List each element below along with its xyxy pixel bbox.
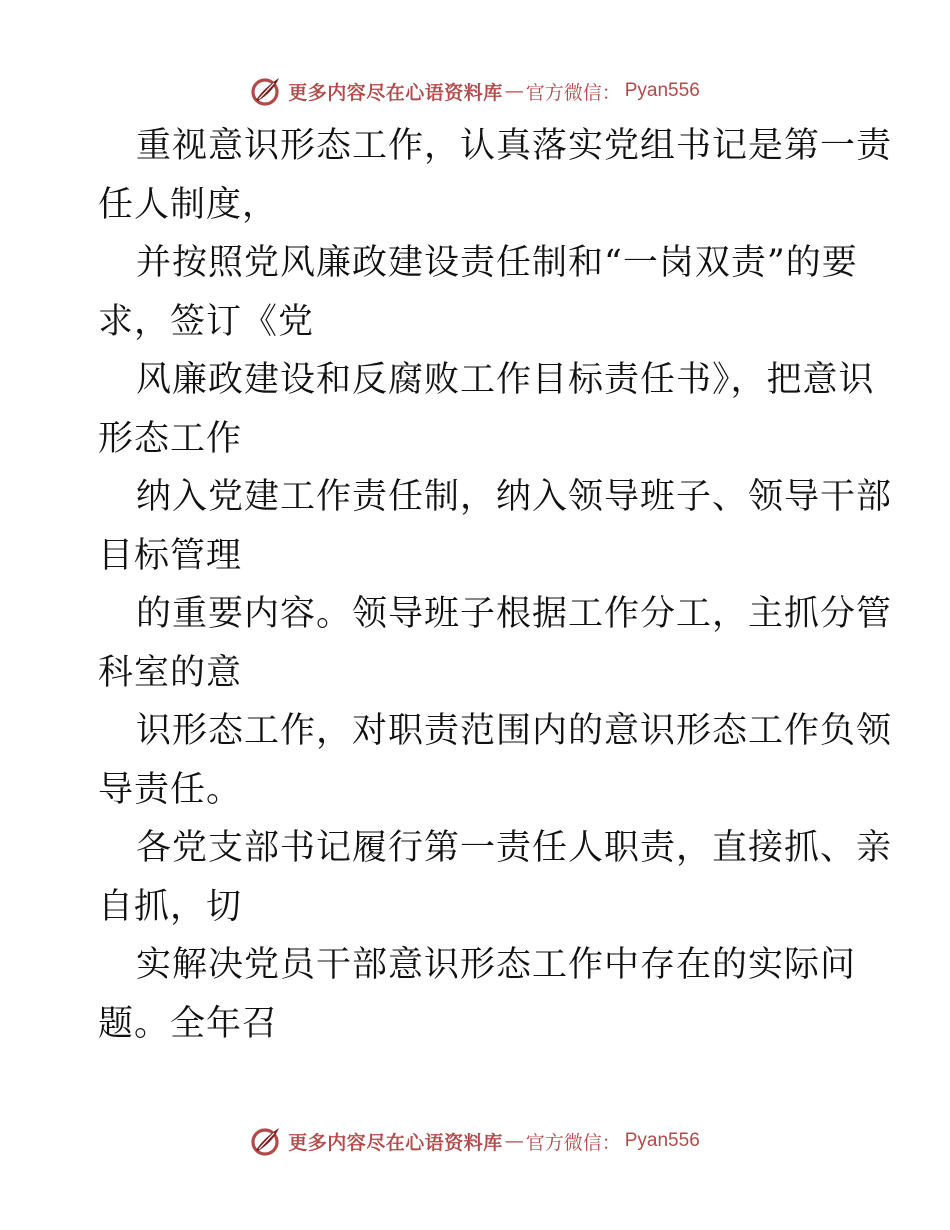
banner-lead-text: 更多内容尽在心语资料库 (288, 81, 503, 104)
banner-wechat-label: 官方微信： (525, 1131, 621, 1154)
body-line: 识形态工作，对职责范围内的意识形态工作负领 (136, 711, 893, 751)
body-line: 并按照党风廉政建设责任制和“一岗双责”的要 (136, 243, 858, 283)
quill-pen-logo-icon (250, 1125, 282, 1157)
banner-wechat-label: 官方微信： (525, 81, 621, 104)
body-line: 形态工作 (98, 418, 243, 459)
body-line: 纳入党建工作责任制，纳入领导班子、领导干部 (136, 477, 893, 517)
banner-wechat-id: Pyan556 (624, 80, 700, 101)
body-line: 重视意识形态工作，认真落实党组书记是第一责 (136, 126, 893, 166)
header-banner (0, 71, 950, 111)
footer-banner (0, 1121, 950, 1161)
body-line: 任人制度， (98, 184, 279, 225)
quill-pen-logo-icon (250, 75, 282, 107)
banner-separator: — (504, 1130, 524, 1152)
body-line: 导责任。 (98, 769, 243, 810)
banner-separator: — (504, 80, 524, 102)
banner-lead-text: 更多内容尽在心语资料库 (288, 1131, 503, 1154)
banner-wechat-id: Pyan556 (624, 1130, 700, 1151)
body-line: 科室的意 (98, 652, 243, 693)
body-line: 自抓，切 (98, 886, 243, 927)
body-line: 求，签订《党 (98, 301, 315, 342)
body-line: 的重要内容。领导班子根据工作分工，主抓分管 (136, 594, 893, 634)
body-line: 目标管理 (98, 535, 243, 576)
body-line: 题。全年召 (98, 1003, 279, 1044)
body-line: 风廉政建设和反腐败工作目标责任书》，把意识 (136, 360, 875, 400)
body-line: 实解决党员干部意识形态工作中存在的实际问 (136, 945, 857, 985)
body-line: 各党支部书记履行第一责任人职责，直接抓、亲 (136, 828, 893, 868)
document-body (98, 117, 893, 1053)
